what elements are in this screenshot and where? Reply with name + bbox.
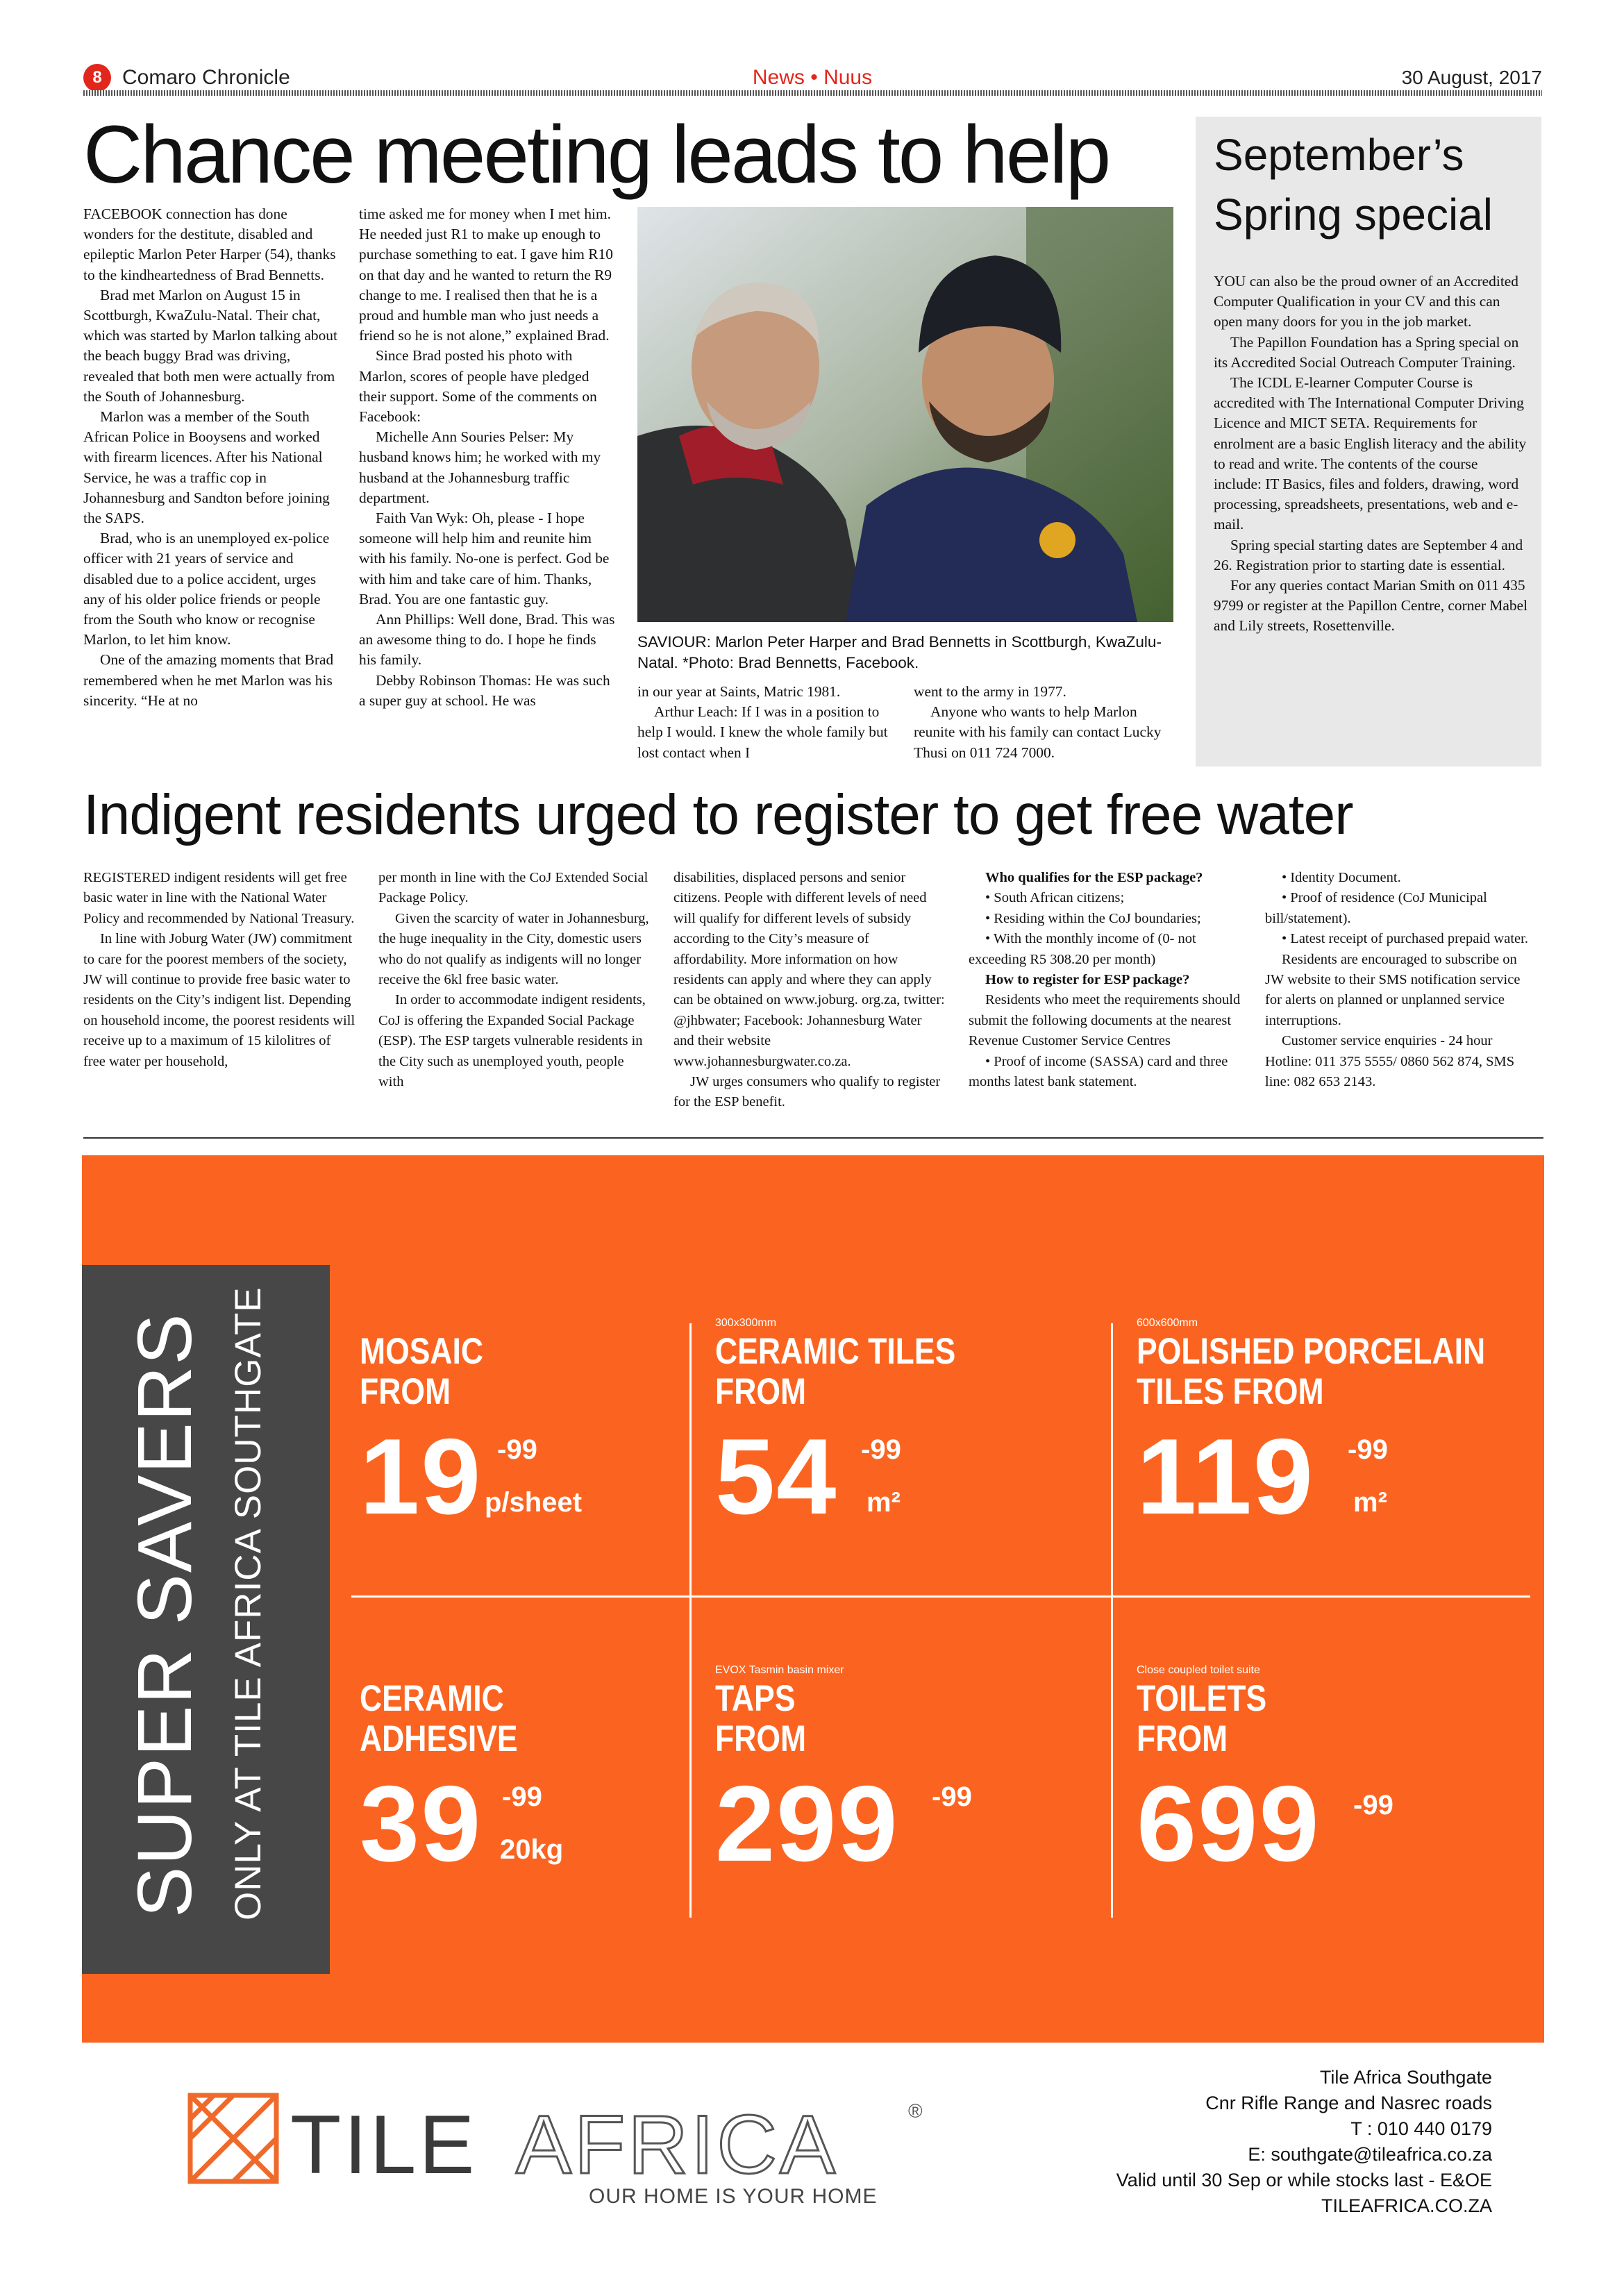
tileafrica-logo [186,2090,936,2194]
product-name-line2: ADHESIVE [360,1718,518,1759]
product-name: MOSAIC [360,1331,484,1372]
paragraph: Arthur Leach: If I was in a position to help I would. I knew the whole family but lost contact when I [637,703,888,761]
paragraph: Residents who meet the requirements should submit the following documents at the nearest Revenue Customer Service Centres [969,992,1241,1049]
advert-grid-line [689,1323,692,1918]
article-headline-2: Indigent residents urged to register to get free water [83,783,1353,846]
paragraph: Residents are encouraged to subscribe on JW website to their SMS notification service for alerts on planned or unplanned service interruptions. [1265,951,1521,1028]
store-phone: T : 010 440 0179 [1350,2118,1492,2139]
paragraph: In order to accommodate indigent residents, CoJ is offering the Expanded Social Package (ESP). The ESP targets vulnerable residents in the City such as unemployed youth, people with [378,992,646,1090]
paragraph: REGISTERED indigent residents will get free basic water in line with the National Water Policy and recommended by National Treasury. [83,870,355,926]
section-label: News • Nuus [752,66,873,89]
product-name-line2: TILES FROM [1137,1371,1324,1412]
product-name-line2: FROM [715,1371,807,1412]
paragraph: FACEBOOK connection has done wonders for the destitute, disabled and epileptic Marlon Peter Harper (54), thanks to the kindheartedness of Brad Bennetts. [83,206,336,283]
product-note: EVOX Tasmin basin mixer [715,1664,844,1676]
paragraph: The ICDL E-learner Computer Course is accredited with The International Computer Driving Licence and MICT SETA. Requirements for enrolment are a basic English literacy and the ability to read and write. The contents of the course include: IT Basics, files and folders, drawing, word processing, spreadsheets, presentations, web and e-mail. [1214,374,1527,533]
paragraph: For any queries contact Marian Smith on 011 435 9799 or register at the Papillon Centre, corner Mabel and Lily streets, Rosettenville. [1214,577,1528,635]
store-website: TILEAFRICA.CO.ZA [1321,2195,1492,2216]
publication-name: Comaro Chronicle [122,66,290,89]
product-note: 600x600mm [1137,1317,1198,1329]
price-rand: 39 [360,1763,483,1884]
product-note [360,1316,679,1332]
paragraph: Debby Robinson Thomas: He was such a super guy at school. He was [359,671,610,709]
store-address: Cnr Rifle Range and Nasrec roads [1205,2093,1492,2113]
paragraph: Given the scarcity of water in Johannesburg, the huge inequality in the City, domestic users who do not qualify as indigents will no longer receive the 6kl free basic water. [378,910,649,988]
product-note [360,1664,679,1679]
photo-illustration [637,207,1173,622]
product-name-line2: FROM [360,1371,451,1412]
subheading: How to register for ESP package? [985,972,1190,988]
price-unit: m² [867,1487,901,1518]
logo-tagline: OUR HOME IS YOUR HOME [589,2185,878,2208]
product-polished-porcelain [1137,1316,1532,1536]
list-item: • Proof of residence (CoJ Municipal bill/statement). [1265,890,1487,926]
paragraph: One of the amazing moments that Brad remembered when he met Marlon was his sincerity. “He at no [83,651,334,709]
product-price [360,1416,679,1536]
advert-grid-line [351,1595,1530,1598]
paragraph: Brad met Marlon on August 15 in Scottburgh, KwaZulu-Natal. Their chat, which was started by Marlon talking about the beach buggy Brad was driving, revealed that both men were actually from the South of Johannesburg. [83,286,337,405]
price-rand: 19 [360,1416,483,1536]
sidebar-body [1214,271,1529,637]
product-mosaic [360,1316,679,1536]
price-rand: 119 [1137,1416,1315,1536]
product-taps [715,1664,1104,1884]
water-column-1 [83,868,355,1072]
price-rand: 299 [715,1763,899,1884]
product-name: POLISHED PORCELAIN [1137,1331,1486,1372]
product-name-line2: FROM [715,1718,807,1759]
price-cents: -99 [1353,1790,1393,1820]
sidebar-title: September’s Spring special [1214,130,1493,240]
list-item: • Latest receipt of purchased prepaid water. [1282,931,1528,947]
price-cents: -99 [497,1434,537,1465]
paragraph: disabilities, displaced persons and senior citizens. People with different levels of need will qualify for different levels of subsidy according to the City’s measure of affordability. More information on how residents can apply and where they can apply can be obtained on www.joburg. org.za, twitter: @jhbwater; Facebook: Johannesburg Water and their website www.johannesburgwater.co.za. [673,870,945,1069]
store-name: Tile Africa Southgate [1319,2067,1492,2088]
list-item: • South African citizens; [985,890,1125,906]
product-name-line2: FROM [1137,1718,1228,1759]
product-toilets [1137,1664,1532,1884]
water-column-5 [1265,868,1537,1092]
product-name: TAPS [715,1678,796,1719]
price-unit: 20kg [500,1834,564,1865]
photo-caption: SAVIOUR: Marlon Peter Harper and Brad Bennetts in Scottburgh, KwaZulu-Natal. *Photo: Brad Bennetts, Facebook. [637,633,1162,671]
price-cents: -99 [932,1782,972,1812]
product-name: CERAMIC [360,1678,504,1719]
paragraph: Ann Phillips: Well done, Brad. This was an awesome thing to do. I hope he finds his family. [359,611,615,669]
price-unit: m² [1353,1487,1387,1518]
water-column-2 [378,868,651,1092]
product-name: CERAMIC TILES [715,1331,956,1372]
product-ceramic-adhesive [360,1664,679,1884]
paragraph: Customer service enquiries - 24 hour Hotline: 011 375 5555/ 0860 562 874, SMS line: 082 653 2143. [1265,1033,1515,1090]
paragraph: went to the army in 1977. [914,683,1066,700]
tileafrica-logo-icon [186,2090,936,2194]
offer-validity: Valid until 30 Sep or while stocks last - E&OE [1116,2170,1492,2190]
price-cents: -99 [861,1434,901,1465]
price-rand: 54 [715,1416,838,1536]
page-number-badge: 8 [83,64,111,92]
advert-grid-line [1111,1323,1113,1918]
paragraph: Faith Van Wyk: Oh, please - I hope someone will help him and reunite him with his family. No-one is perfect. God be with him and take care of him. Thanks, Brad. You are one fantastic guy. [359,510,610,607]
advert-subtitle: ONLY AT TILE AFRICA SOUTHGATE [228,1287,269,1920]
article-column-1 [83,204,337,711]
product-note: 300x300mm [715,1317,777,1329]
price-unit: p/sheet [485,1487,583,1518]
article-photo [637,207,1173,622]
water-column-3 [673,868,946,1113]
store-email: E: southgate@tileafrica.co.za [1248,2144,1492,2165]
list-item: • Proof of income (SASSA) card and three months latest bank statement. [969,1053,1228,1090]
paragraph: Since Brad posted his photo with Marlon, scores of people have pledged their support. Some of the comments on Facebook: [359,347,597,426]
issue-date: 30 August, 2017 [1401,67,1542,88]
store-details [1006,2065,1492,2219]
paragraph: time asked me for money when I met him. He needed just R1 to make up enough to purchase something to eat. I gave him R10 on that day and he wanted to return the R9 change to me. I realised then that he is a proud and humble man who just needs a friend so he is not alone,” explained Brad. [359,206,613,344]
article-column-2 [359,204,616,711]
paragraph: Brad, who is an unemployed ex-police officer with 21 years of service and disabled due to a police accident, urges any of his older police friends or people from the South who know or recognise Marlon, to let him know. [83,530,330,648]
product-price [715,1763,1104,1884]
logo-text-africa: AFRICA [516,2098,839,2191]
paragraph: The Papillon Foundation has a Spring special on its Accredited Social Outreach Computer Training. [1214,333,1519,371]
product-price [715,1416,1104,1536]
article-column-4 [914,682,1173,763]
paragraph: Michelle Ann Souries Pelser: My husband knows him; he worked with my husband at the Johannesburg traffic department. [359,428,601,506]
paragraph: Spring special starting dates are September 4 and 26. Registration prior to starting date is essential. [1214,536,1523,573]
paragraph: JW urges consumers who qualify to register for the ESP benefit. [673,1074,941,1110]
price-cents: -99 [502,1782,542,1812]
product-price [1137,1416,1532,1536]
list-item: • With the monthly income of (0- not exceeding R5 308.20 per month) [969,931,1196,967]
product-price [1137,1763,1532,1884]
product-name: TOILETS [1137,1678,1267,1719]
advert-title: SUPER SAVERS [122,1312,208,1918]
logo-text-tile: TILE [290,2098,478,2191]
paragraph: In line with Joburg Water (JW) commitment to care for the poorest members of the society, JW will continue to provide free basic water to residents on the City’s indigent list. Depending on household income, the poorest residents will receive up to a maximum of 15 kilolitres of free water per household, [83,931,355,1069]
product-note: Close coupled toilet suite [1137,1664,1260,1676]
header-rule [83,90,1542,96]
article-column-3 [637,682,894,763]
subheading: Who qualifies for the ESP package? [985,870,1203,885]
water-column-4 [969,868,1241,1092]
product-price [360,1763,679,1884]
paragraph: in our year at Saints, Matric 1981. [637,683,841,700]
product-ceramic-tiles [715,1316,1104,1536]
price-rand: 699 [1137,1763,1321,1884]
list-item: • Identity Document. [1282,870,1401,885]
section-divider [83,1137,1543,1139]
paragraph: Anyone who wants to help Marlon reunite with his family can contact Lucky Thusi on 011 724 7000. [914,703,1162,761]
list-item: • Residing within the CoJ boundaries; [985,910,1201,926]
logo-registered-mark: ® [908,2100,923,2122]
article-headline: Chance meeting leads to help [83,109,1110,201]
paragraph: per month in line with the CoJ Extended Social Package Policy. [378,870,648,906]
price-cents: -99 [1348,1434,1388,1465]
paragraph: Marlon was a member of the South African Police in Booysens and worked with firearm licences. After his National Service, he was a traffic cop in Johannesburg and Sandton before joining the SAPS. [83,408,330,527]
paragraph: YOU can also be the proud owner of an Accredited Computer Qualification in your CV and this can open many doors for you in the job market. [1214,273,1518,330]
